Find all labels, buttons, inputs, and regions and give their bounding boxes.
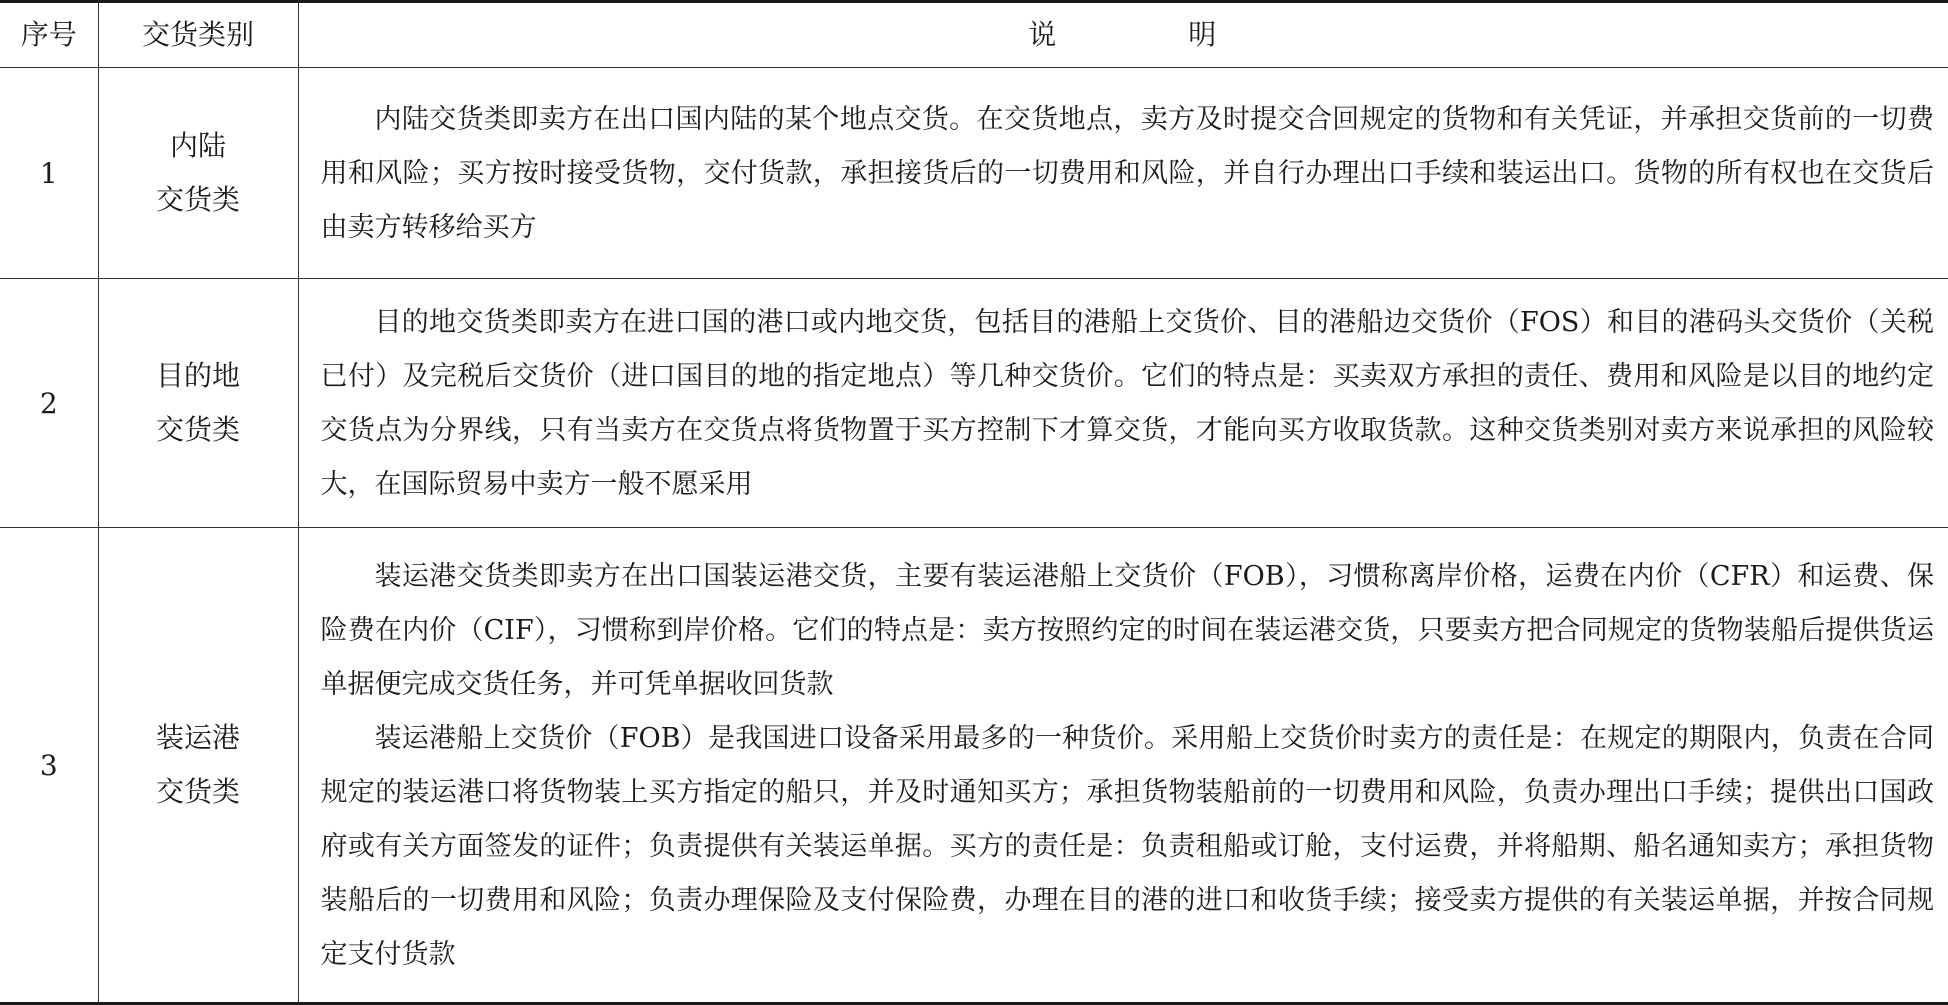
- header-seq: 序号: [0, 2, 98, 68]
- description-paragraph: 内陆交货类即卖方在出口国内陆的某个地点交货。在交货地点，卖方及时提交合回规定的货物和有关凭证，并承担交货前的一切费用和风险；买方按时接受货物，交付货款，承担接货后的一切费用和风险，并自行办理出口手续和装运出口。货物的所有权也在交货后由卖方转移给买方: [320, 104, 1934, 243]
- table-row: [0, 528, 1948, 1004]
- row-category: [98, 528, 298, 1004]
- category-line: 内陆: [169, 129, 226, 162]
- row-description: [298, 279, 1948, 528]
- header-description-right: 明: [1188, 18, 1219, 52]
- table-row: [0, 68, 1948, 279]
- row-description: [298, 528, 1948, 1004]
- header-description-left: 说: [1028, 18, 1059, 52]
- table-row: [0, 279, 1948, 528]
- row-seq: 1: [0, 68, 98, 279]
- table-header-row: [0, 2, 1948, 68]
- row-seq: 2: [0, 279, 98, 528]
- row-category: [98, 68, 298, 279]
- header-category: 交货类别: [98, 2, 298, 68]
- category-line: 装运港: [155, 721, 240, 754]
- category-line: 交货类: [155, 775, 240, 808]
- row-category: [98, 279, 298, 528]
- description-paragraph: 目的地交货类即卖方在进口国的港口或内地交货，包括目的港船上交货价、目的港船边交货价（FOS）和目的港码头交货价（关税已付）及完税后交货价（进口国目的地的指定地点）等几种交货价。它们的特点是：买卖双方承担的责任、费用和风险是以目的地约定交货点为分界线，只有当卖方在交货点将货物置于买方控制下才算交货，才能向买方收取货款。这种交货类别对卖方来说承担的风险较大，在国际贸易中卖方一般不愿采用: [320, 307, 1934, 500]
- category-line: 交货类: [155, 183, 240, 216]
- row-description: [298, 68, 1948, 279]
- category-line: 目的地: [155, 359, 240, 392]
- description-paragraph: 装运港船上交货价（FOB）是我国进口设备采用最多的一种货价。采用船上交货价时卖方的责任是：在规定的期限内，负责在合同规定的装运港口将货物装上买方指定的船只，并及时通知买方；承担货物装船前的一切费用和风险，负责办理出口手续；提供出口国政府或有关方面签发的证件；负责提供有关装运单据。买方的责任是：负责租船或订舱，支付运费，并将船期、船名通知卖方；承担货物装船后的一切费用和风险；负责办理保险及支付保险费，办理在目的港的进口和收货手续；接受卖方提供的有关装运单据，并按合同规定支付货款: [320, 723, 1934, 970]
- category-line: 交货类: [155, 413, 240, 446]
- header-description: [298, 2, 1948, 68]
- row-seq: 3: [0, 528, 98, 1004]
- description-paragraph: 装运港交货类即卖方在出口国装运港交货，主要有装运港船上交货价（FOB），习惯称离岸价格，运费在内价（CFR）和运费、保险费在内价（CIF），习惯称到岸价格。它们的特点是：卖方按照约定的时间在装运港交货，只要卖方把合同规定的货物装船后提供货运单据便完成交货任务，并可凭单据收回货款: [320, 561, 1934, 700]
